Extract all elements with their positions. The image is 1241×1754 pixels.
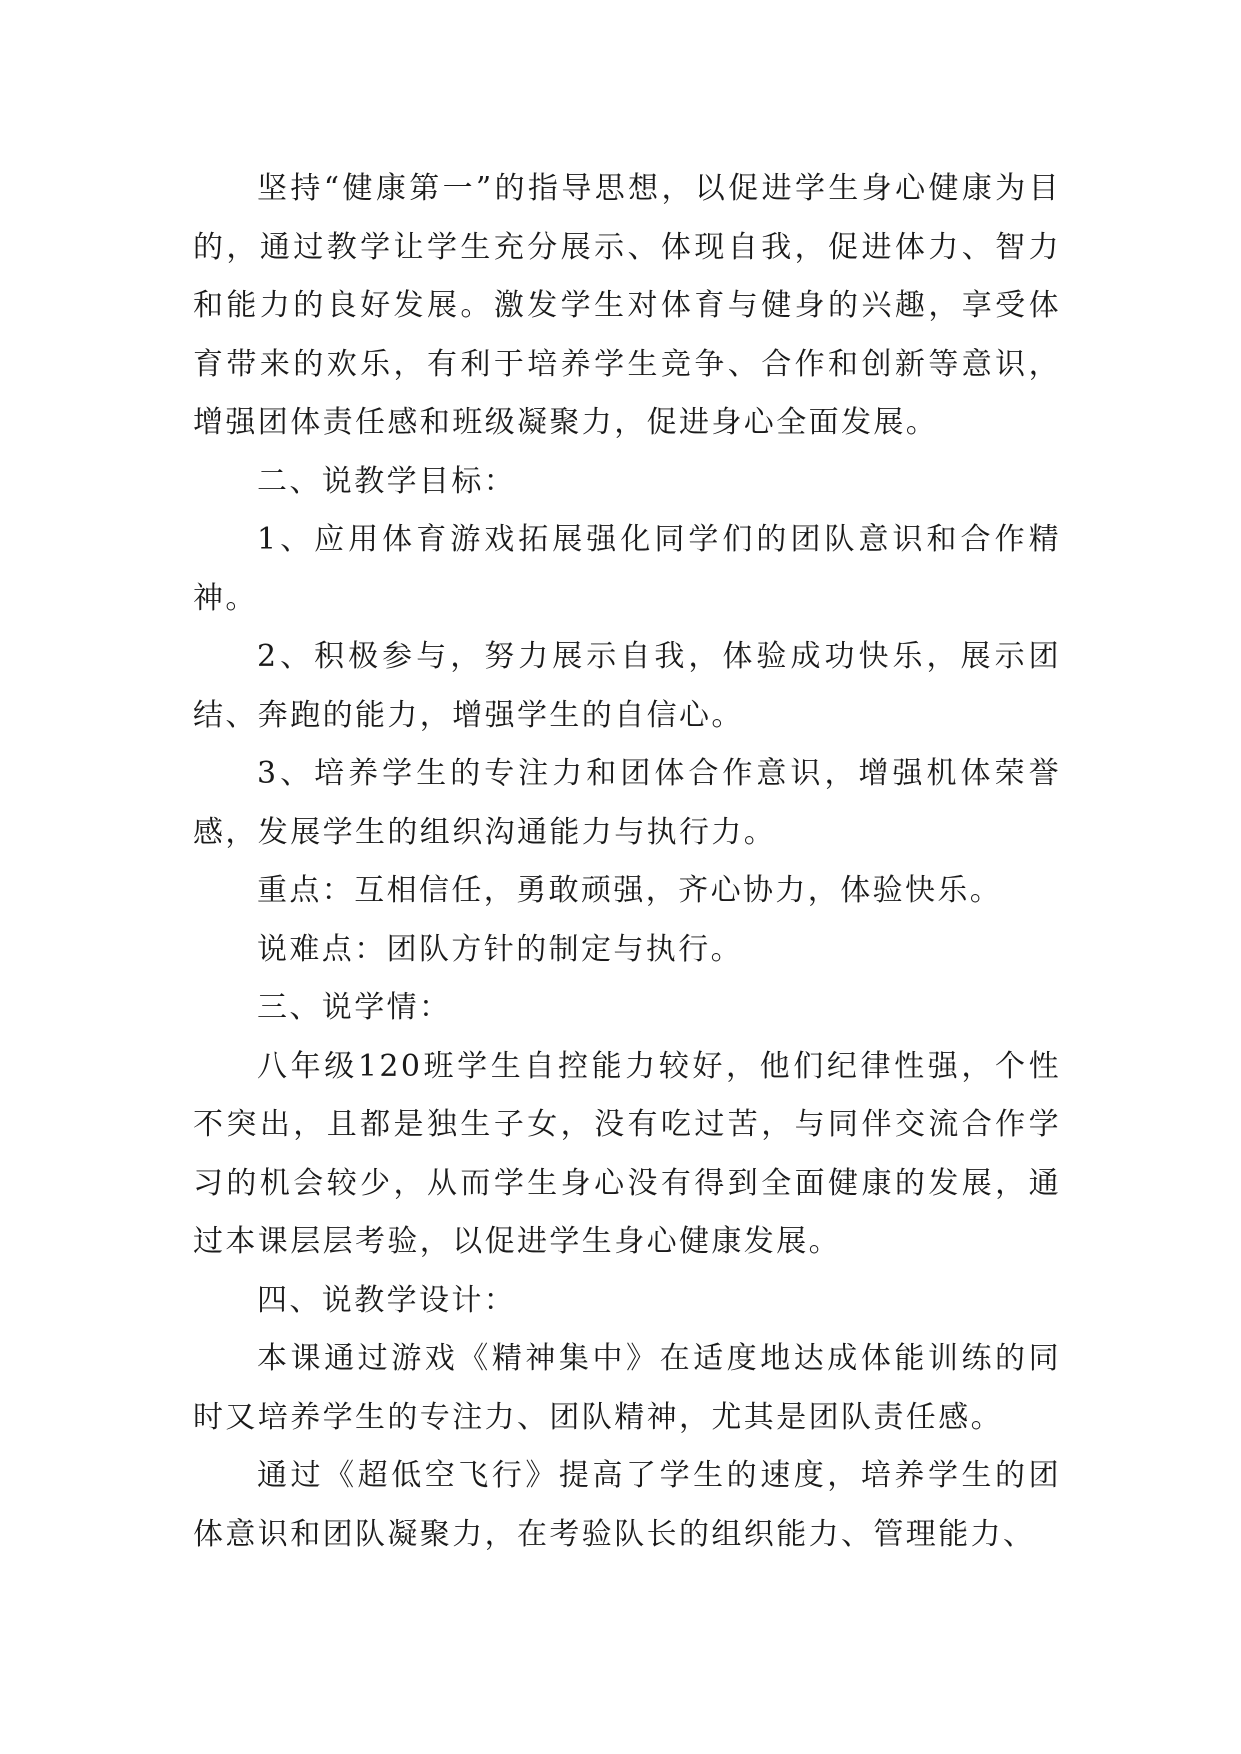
heading-teaching-goals: 二、说教学目标：: [257, 463, 517, 499]
heading-student-situation: 三、说学情：: [257, 990, 452, 1025]
paragraph-design-game-2: 通过《超低空飞行》提高了学生的速度，培养学生的团体意识和团队凝聚力，在考验队长的组织能力、管理能力、: [193, 1458, 1061, 1552]
paragraph-design-game-1: 本课通过游戏《精神集中》在适度地达成体能训练的同时又培养学生的专注力、团队精神，尤其是团队责任感。: [193, 1341, 1061, 1435]
document-body: [193, 160, 1061, 1564]
heading-teaching-design: 四、说教学设计：: [257, 1282, 517, 1318]
goal-item-3: 3、培养学生的专注力和团体合作意识，增强机体荣誉感，发展学生的组织沟通能力与执行力。: [193, 756, 1061, 850]
paragraph-guiding-idea: 坚持“健康第一”的指导思想，以促进学生身心健康为目的，通过教学让学生充分展示、体现自我，促进体力、智力和能力的良好发展。激发学生对体育与健身的兴趣，享受体育带来的欢乐，有利于培养学生竞争、合作和创新等意识，增强团体责任感和班级凝聚力，促进身心全面发展。: [193, 171, 1061, 440]
goal-item-2: 2、积极参与，努力展示自我，体验成功快乐，展示团结、奔跑的能力，增强学生的自信心。: [193, 639, 1061, 733]
difficult-points: 说难点：团队方针的制定与执行。: [257, 931, 743, 967]
key-points: 重点：互相信任，勇敢顽强，齐心协力，体验快乐。: [257, 873, 1003, 908]
goal-item-1: 1、应用体育游戏拓展强化同学们的团队意识和合作精神。: [193, 522, 1061, 616]
paragraph-student-situation: 八年级120班学生自控能力较好，他们纪律性强，个性不突出，且都是独生子女，没有吃过苦，与同伴交流合作学习的机会较少，从而学生身心没有得到全面健康的发展，通过本课层层考验，以促进学生身心健康发展。: [193, 1048, 1061, 1259]
